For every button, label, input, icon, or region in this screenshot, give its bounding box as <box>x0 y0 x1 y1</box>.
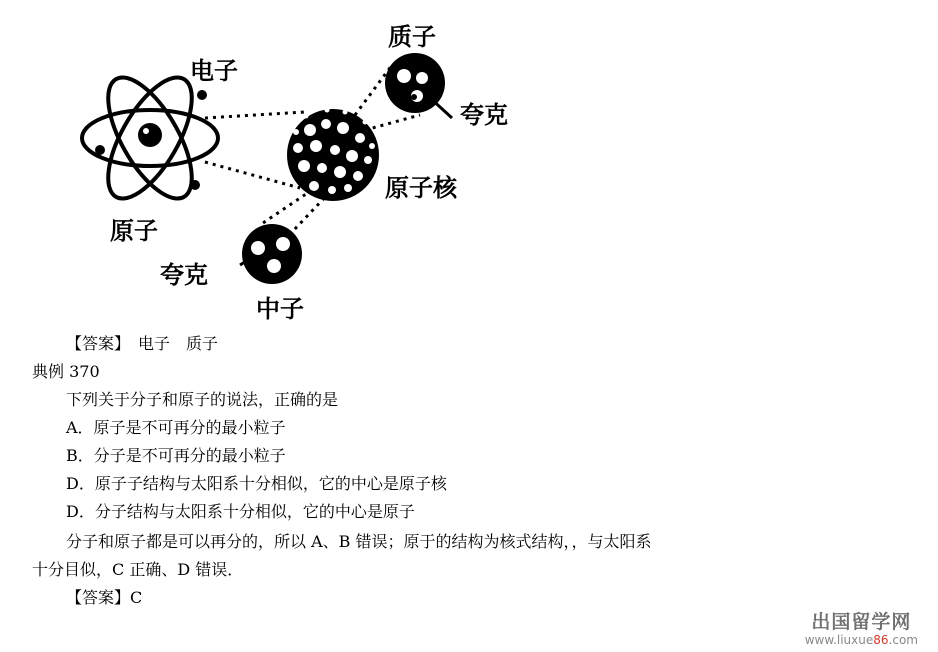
electron-label: 电子 <box>190 57 238 85</box>
option-b: B．分子是不可再分的最小粒子 <box>66 446 286 465</box>
electron-dot <box>95 145 105 155</box>
watermark-title: 出国留学网 <box>811 611 912 633</box>
atom-structure-figure <box>0 0 560 330</box>
watermark-url: www.liuxue86.com <box>804 633 918 647</box>
atom-diagram <box>0 0 560 330</box>
neutron-quark-label: 夸克 <box>160 261 208 289</box>
option-c: D．原子子结构与太阳系十分相似，它的中心是原子核 <box>66 474 447 493</box>
question-stem: 下列关于分子和原子的说法，正确的是 <box>66 390 339 409</box>
neutron-model <box>240 224 302 284</box>
proton-model <box>385 53 452 118</box>
explanation-line-2: 十分目似，C 正确、D 错误． <box>32 560 244 579</box>
proton-quark-label: 夸克 <box>460 101 508 129</box>
explanation-line-1: 分子和原子都是可以再分的，所以 A、B 错误；原于的结构为核式结构，，与太阳系 <box>66 532 652 551</box>
option-a: A．原子是不可再分的最小粒子 <box>66 418 286 437</box>
atom-model <box>82 65 218 211</box>
atom-nucleus-dot <box>138 123 162 147</box>
site-watermark <box>805 611 918 647</box>
nucleus-label: 原子核 <box>385 174 457 202</box>
example-number: 典例 370 <box>32 362 100 381</box>
answer-line: 【答案】 电子 质子 <box>66 334 219 353</box>
option-d: D．分子结构与太阳系十分相似，它的中心是原子 <box>66 502 415 521</box>
answer-line-2: 【答案】C <box>66 588 143 607</box>
electron-dot <box>190 180 200 190</box>
electron-dot <box>197 90 207 100</box>
atom-label: 原子 <box>110 217 158 245</box>
neutron-label: 中子 <box>256 295 304 323</box>
proton-label: 质子 <box>388 23 436 51</box>
nucleus-cluster <box>287 108 379 202</box>
